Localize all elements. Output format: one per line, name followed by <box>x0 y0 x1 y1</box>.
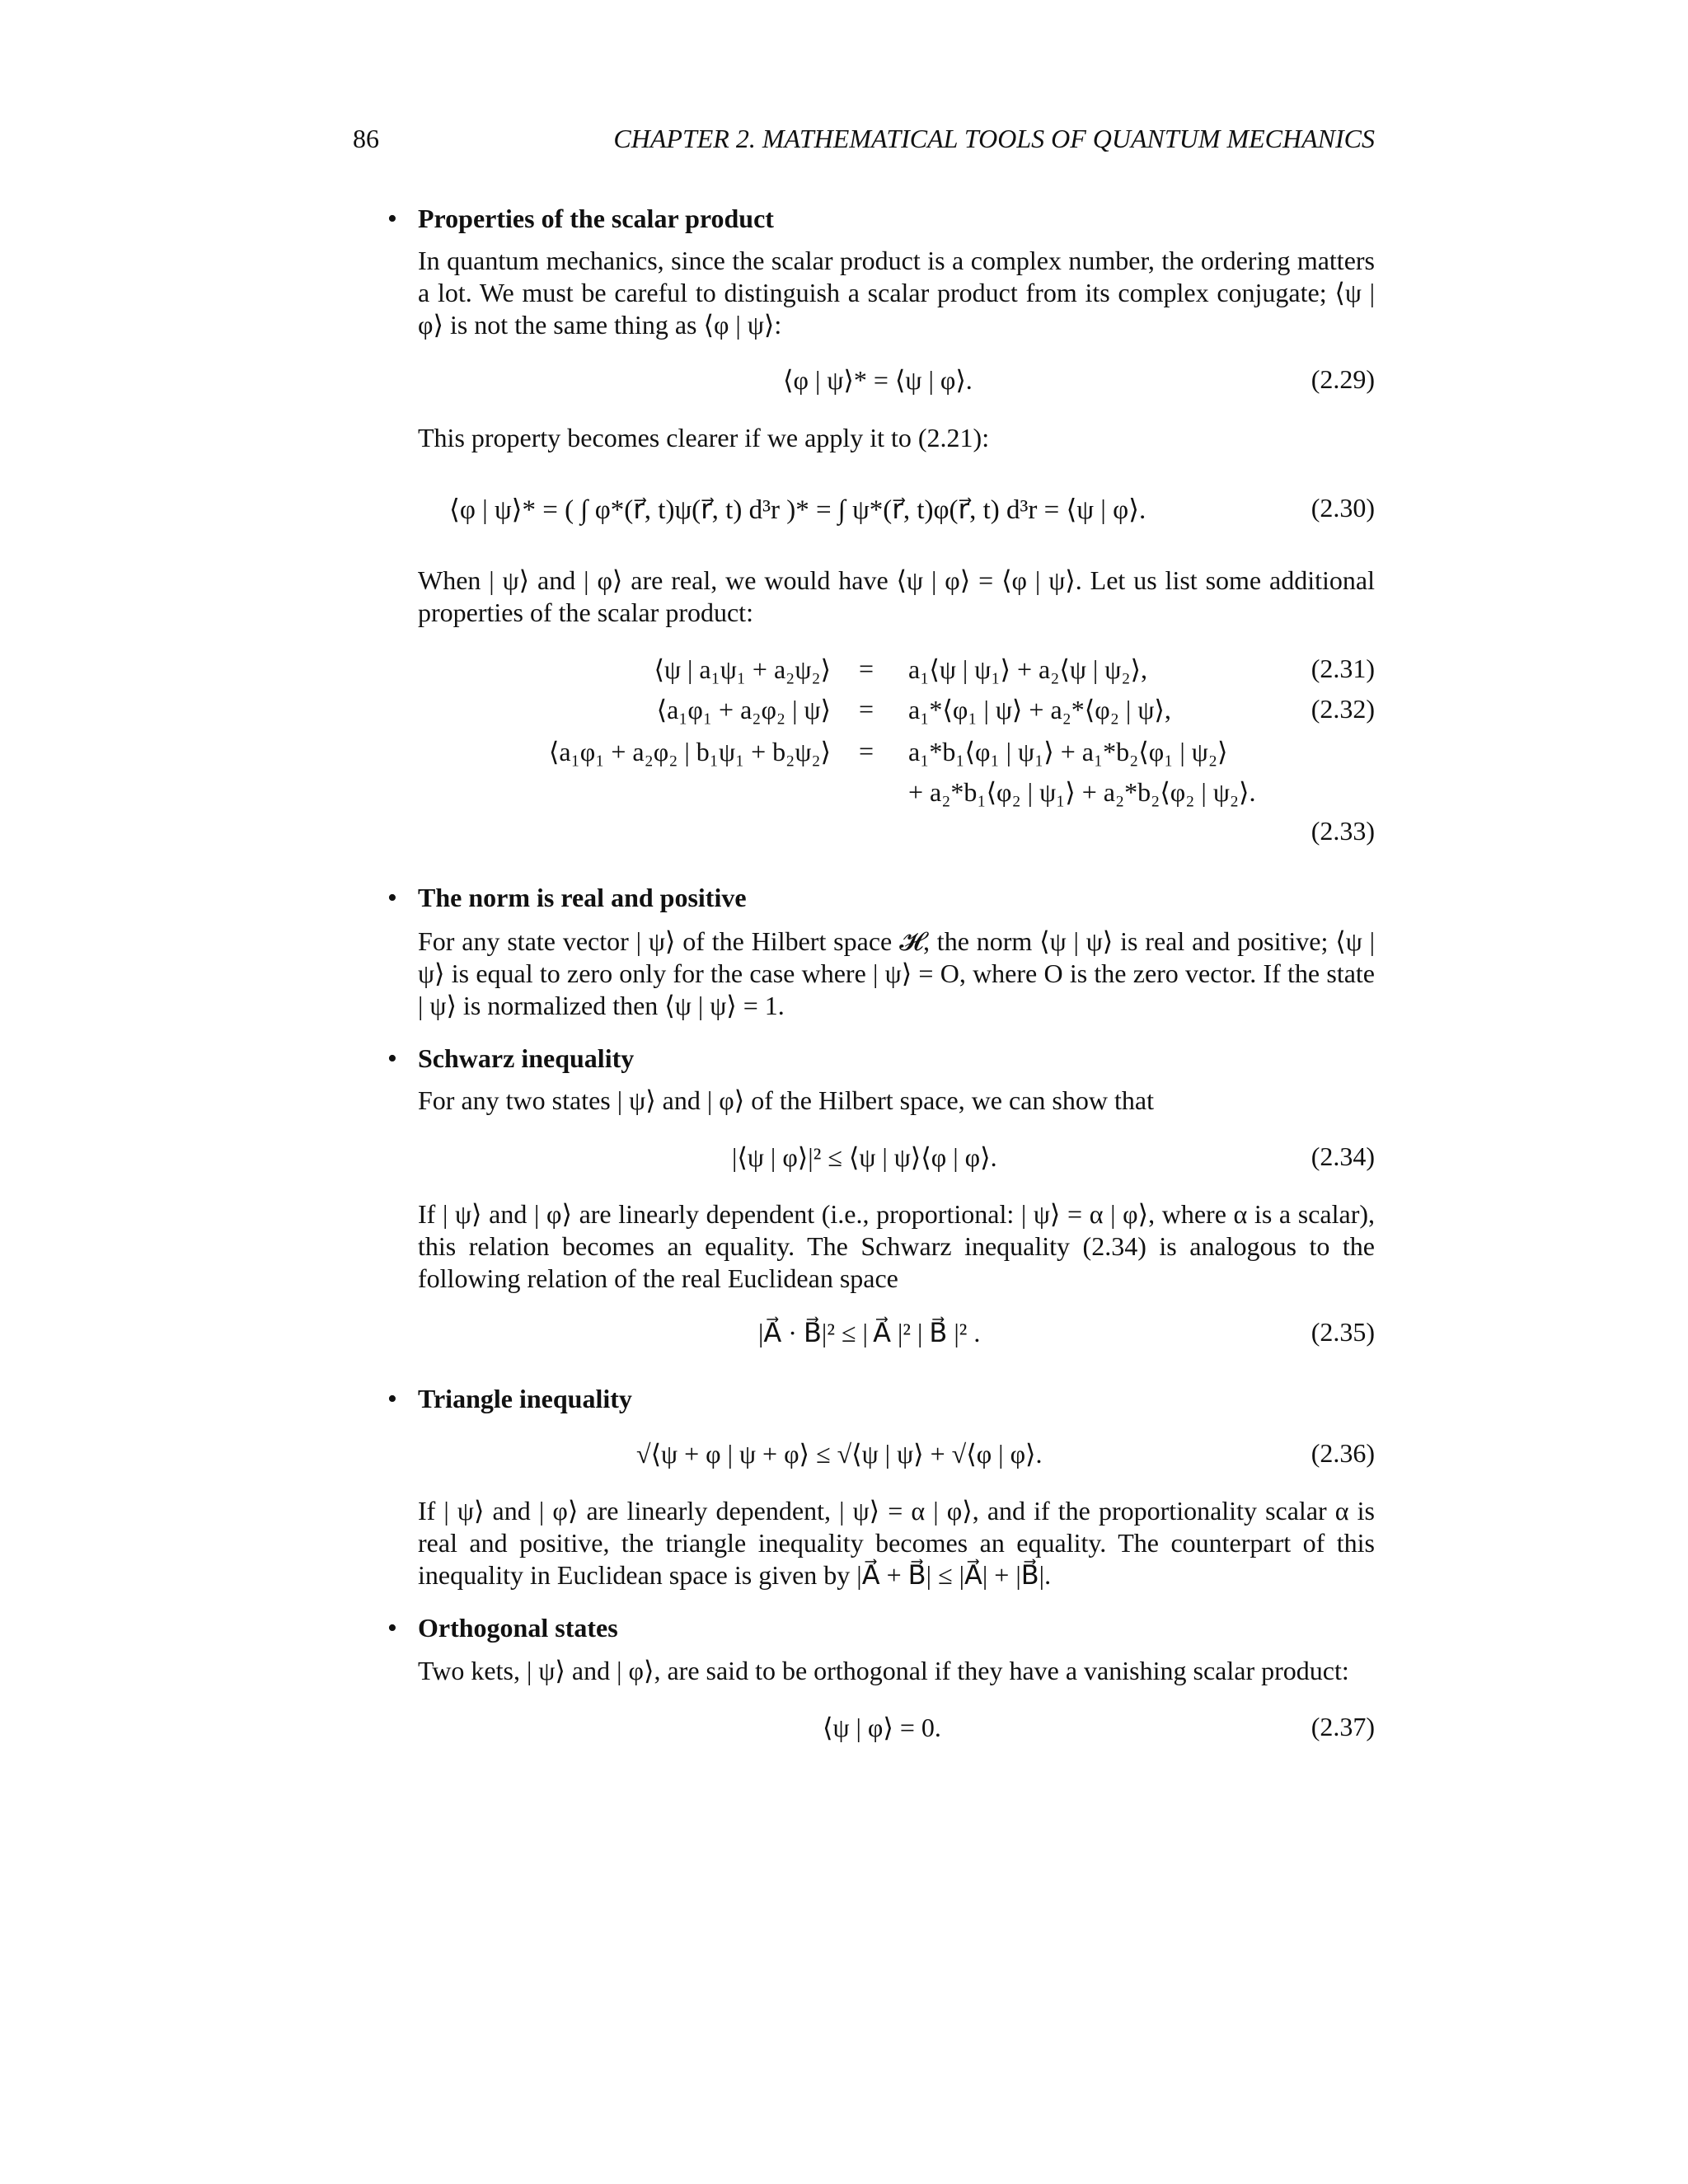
equation-2-33-rhs-line1: a₁*b₁⟨φ₁ | ψ₁⟩ + a₁*b₂⟨φ₁ | ψ₂⟩ <box>908 737 1228 766</box>
equation-number-2-29: (2.29) <box>1311 364 1375 394</box>
bullet-marker: • <box>387 1613 397 1643</box>
paragraph-norm: For any state vector | ψ⟩ of the Hilbert space 𝓗, the norm ⟨ψ | ψ⟩ is real and positive; ⟨ψ | ψ⟩ is equal to zero only for the case where | ψ⟩ = O, where O is the zero vector. If the state | ψ⟩ is normalized then ⟨ψ | ψ⟩ = 1. <box>418 926 1375 1020</box>
equation-2-37: ⟨ψ | φ⟩ = 0. <box>823 1713 941 1742</box>
equation-2-35: |A⃗ · B⃗|² ≤ | A⃗ |² | B⃗ |² . <box>758 1318 981 1347</box>
equation-number-2-33: (2.33) <box>1311 816 1375 846</box>
equals-sign: = <box>859 694 874 724</box>
equals-sign: = <box>859 654 874 683</box>
bullet-marker: • <box>387 204 397 234</box>
equals-sign: = <box>859 736 874 766</box>
equation-number-2-30: (2.30) <box>1311 493 1375 523</box>
paragraph-schwarz-intro: For any two states | ψ⟩ and | φ⟩ of the Hilbert space, we can show that <box>418 1085 1154 1115</box>
chapter-title: CHAPTER 2. MATHEMATICAL TOOLS OF QUANTUM MECHANICS <box>613 124 1375 153</box>
equation-2-33-rhs-line2: + a₂*b₁⟨φ₂ | ψ₁⟩ + a₂*b₂⟨φ₂ | ψ₂⟩. <box>908 777 1256 807</box>
section-title-orthogonal: Orthogonal states <box>418 1613 618 1643</box>
equation-2-36: √⟨ψ + φ | ψ + φ⟩ ≤ √⟨ψ | ψ⟩ + √⟨φ | φ⟩. <box>636 1439 1043 1469</box>
section-title-norm: The norm is real and positive <box>418 883 747 912</box>
equation-2-32-lhs: ⟨a₁φ₁ + a₂φ₂ | ψ⟩ <box>656 695 831 724</box>
equation-number-2-32: (2.32) <box>1311 694 1375 724</box>
equation-2-34: |⟨ψ | φ⟩|² ≤ ⟨ψ | ψ⟩⟨φ | φ⟩. <box>732 1142 997 1172</box>
equation-2-30: ⟨φ | ψ⟩* = ( ∫ φ*(r⃗, t)ψ(r⃗, t) d³r )* = ∫ ψ*(r⃗, t)φ(r⃗, t) d³r = ⟨ψ | φ⟩. <box>449 495 1146 525</box>
equation-2-33-lhs: ⟨a₁φ₁ + a₂φ₂ | b₁ψ₁ + b₂ψ₂⟩ <box>548 737 831 766</box>
paragraph-schwarz-equality: If | ψ⟩ and | φ⟩ are linearly dependent (i.e., proportional: | ψ⟩ = α | φ⟩, where α is a scalar), this relation becomes an equality. The Schwarz inequality (2.34) is analogous to the following relation of the real Euclidean space <box>418 1199 1375 1293</box>
equation-number-2-31: (2.31) <box>1311 654 1375 683</box>
section-title-schwarz: Schwarz inequality <box>418 1043 635 1073</box>
paragraph-scalar-product-intro: In quantum mechanics, since the scalar product is a complex number, the ordering matters a lot. We must be careful to distinguish a scalar product from its complex conjugate; ⟨ψ | φ⟩ is not the same thing as ⟨φ | ψ⟩: <box>418 246 1375 340</box>
equation-number-2-36: (2.36) <box>1311 1438 1375 1468</box>
equation-number-2-37: (2.37) <box>1311 1712 1375 1741</box>
bullet-marker: • <box>387 883 397 913</box>
equation-2-32-rhs: a₁*⟨φ₁ | ψ⟩ + a₂*⟨φ₂ | ψ⟩, <box>908 695 1171 724</box>
equation-2-31-lhs: ⟨ψ | a₁ψ₁ + a₂ψ₂⟩ <box>654 654 831 684</box>
equation-number-2-34: (2.34) <box>1311 1141 1375 1171</box>
paragraph-property-clearer: This property becomes clearer if we apply it to (2.21): <box>418 423 990 452</box>
bullet-marker: • <box>387 1384 397 1414</box>
section-title-scalar-product: Properties of the scalar product <box>418 204 774 233</box>
equation-2-31-rhs: a₁⟨ψ | ψ₁⟩ + a₂⟨ψ | ψ₂⟩, <box>908 654 1147 684</box>
paragraph-triangle: If | ψ⟩ and | φ⟩ are linearly dependent, | ψ⟩ = α | φ⟩, and if the proportionality scalar α is real and positive, the triangle inequality becomes an equality. The counterpart of this inequality in Euclidean space is given by |A⃗ + B⃗| ≤ |A⃗| + |B⃗|. <box>418 1496 1375 1590</box>
bullet-marker: • <box>387 1043 397 1074</box>
running-header <box>353 124 1375 165</box>
paragraph-real-kets: When | ψ⟩ and | φ⟩ are real, we would have ⟨ψ | φ⟩ = ⟨φ | ψ⟩. Let us list some additional properties of the scalar product: <box>418 565 1375 627</box>
equation-number-2-35: (2.35) <box>1311 1317 1375 1347</box>
equation-2-29: ⟨φ | ψ⟩* = ⟨ψ | φ⟩. <box>783 365 973 395</box>
page-number: 86 <box>353 124 379 153</box>
paragraph-orthogonal: Two kets, | ψ⟩ and | φ⟩, are said to be orthogonal if they have a vanishing scalar product: <box>418 1656 1349 1685</box>
section-title-triangle: Triangle inequality <box>418 1384 632 1413</box>
